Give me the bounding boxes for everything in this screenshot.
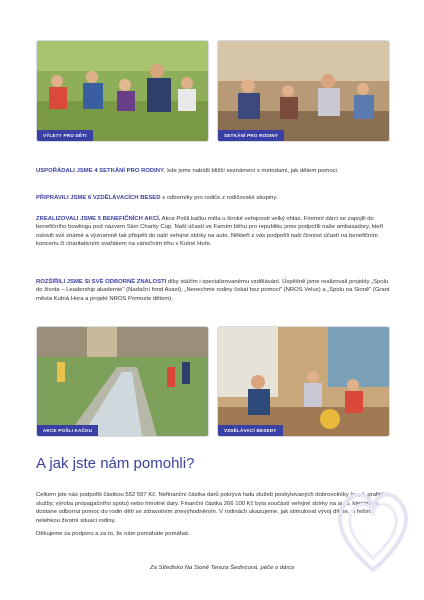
photo-meetings-image	[218, 41, 389, 141]
section-skills-title: ROZŠÍŘILI JSME SI SVÉ ODBORNÉ ZNALOSTI	[36, 279, 167, 285]
section-besedy-title: PŘIPRAVILI JSME 6 VZDĚLÁVACÍCH BESED	[36, 195, 161, 201]
section-meetings-title: USPOŘÁDALI JSME 4 SETKÁNÍ PRO RODINY	[36, 168, 164, 174]
section-benefits	[36, 215, 392, 249]
help-paragraph-1: Celkem jste nás podpořili částkou 552 597 Kč. Nefinanční částka darů pokrývá řadu služeb poskytovaných dobrovolníky (např. grafické služby, výroba propagačního spotu) nebo hmotné dary. Finanční částka 266 100 Kč byla součástí veřejné sbírky na auto, kterým se dostane odborná pomoc do rodin dětí se zdravotním znevýhodněním. V rodinách ukazujeme, jak stimulovat vývoj dítěte, či řešíme nelehkou životní situaci rodiny.	[36, 492, 388, 524]
section-besedy-text: s odborníky pro rodiče z rodičovské skupiny.	[160, 195, 278, 201]
section-meetings	[36, 167, 392, 175]
help-heading: A jak jste nám pomohli?	[36, 455, 195, 472]
photo-trips-caption: VÝLETY PRO DĚTI	[37, 130, 93, 141]
section-skills	[36, 278, 392, 303]
photo-trips	[36, 40, 209, 142]
photo-kacku-image	[37, 327, 208, 436]
section-besedy	[36, 194, 392, 202]
section-meetings-text: , kde jsme nabídli bližší seznámení s metodami, jak dětem pomoci.	[163, 168, 339, 174]
section-skills-text: díky stážím i specializovanému vzdělávání. Úspěšně jsme realizovali projekty „Spolu do života – Leadership akademie" (Nadační fond Avast), „Nenechme rodiny čekat bez pomoci" (NROS Velux) a „Spolu na Sioně" (Grant města Kutná Hora a projekt NROS Pomozte dětem).	[36, 279, 390, 302]
section-benefits-title: ZREALIZOVALI JSME 5 BENEFIČNÍCH AKCÍ.	[36, 216, 161, 222]
photo-kacku	[36, 326, 209, 437]
photo-besedy-caption: VZDĚLÁVACÍ BESEDY	[218, 425, 283, 436]
heart-watermark-icon	[328, 470, 418, 580]
photo-besedy	[217, 326, 390, 437]
photo-kacku-caption: AKCE POŠLI KAČKU	[37, 425, 98, 436]
photo-meetings	[217, 40, 390, 142]
signature: Za Středisko Na Sioně Tereza Šedivcová, péče o dárce	[150, 565, 295, 571]
help-paragraph-2: Děkujeme za podporu a za to, že nám pomáháte pomáhat.	[36, 531, 190, 538]
photo-trips-image	[37, 41, 208, 141]
photo-meetings-caption: SETKÁNÍ PRO RODINY	[218, 130, 284, 141]
photo-besedy-image	[218, 327, 389, 436]
section-benefits-text: Akce Pošli kačku měla u široké veřejnosti velký ohlas. Firemní dárci se zapojili do benefičního bowlingu pod názvem Sion Charity Cup. Naší účastí ve Farním běhu pro republiku jsme podpořili naše ambasadory, kteří oslovili své známé a významně tak přispěli do naší veřejné sbírky na auto. Někteří z vás podpořili naši činnost účastí na benefičním koncertu či charitativním svařákem na vánočním trhu v Kutné Hoře.	[36, 216, 384, 248]
